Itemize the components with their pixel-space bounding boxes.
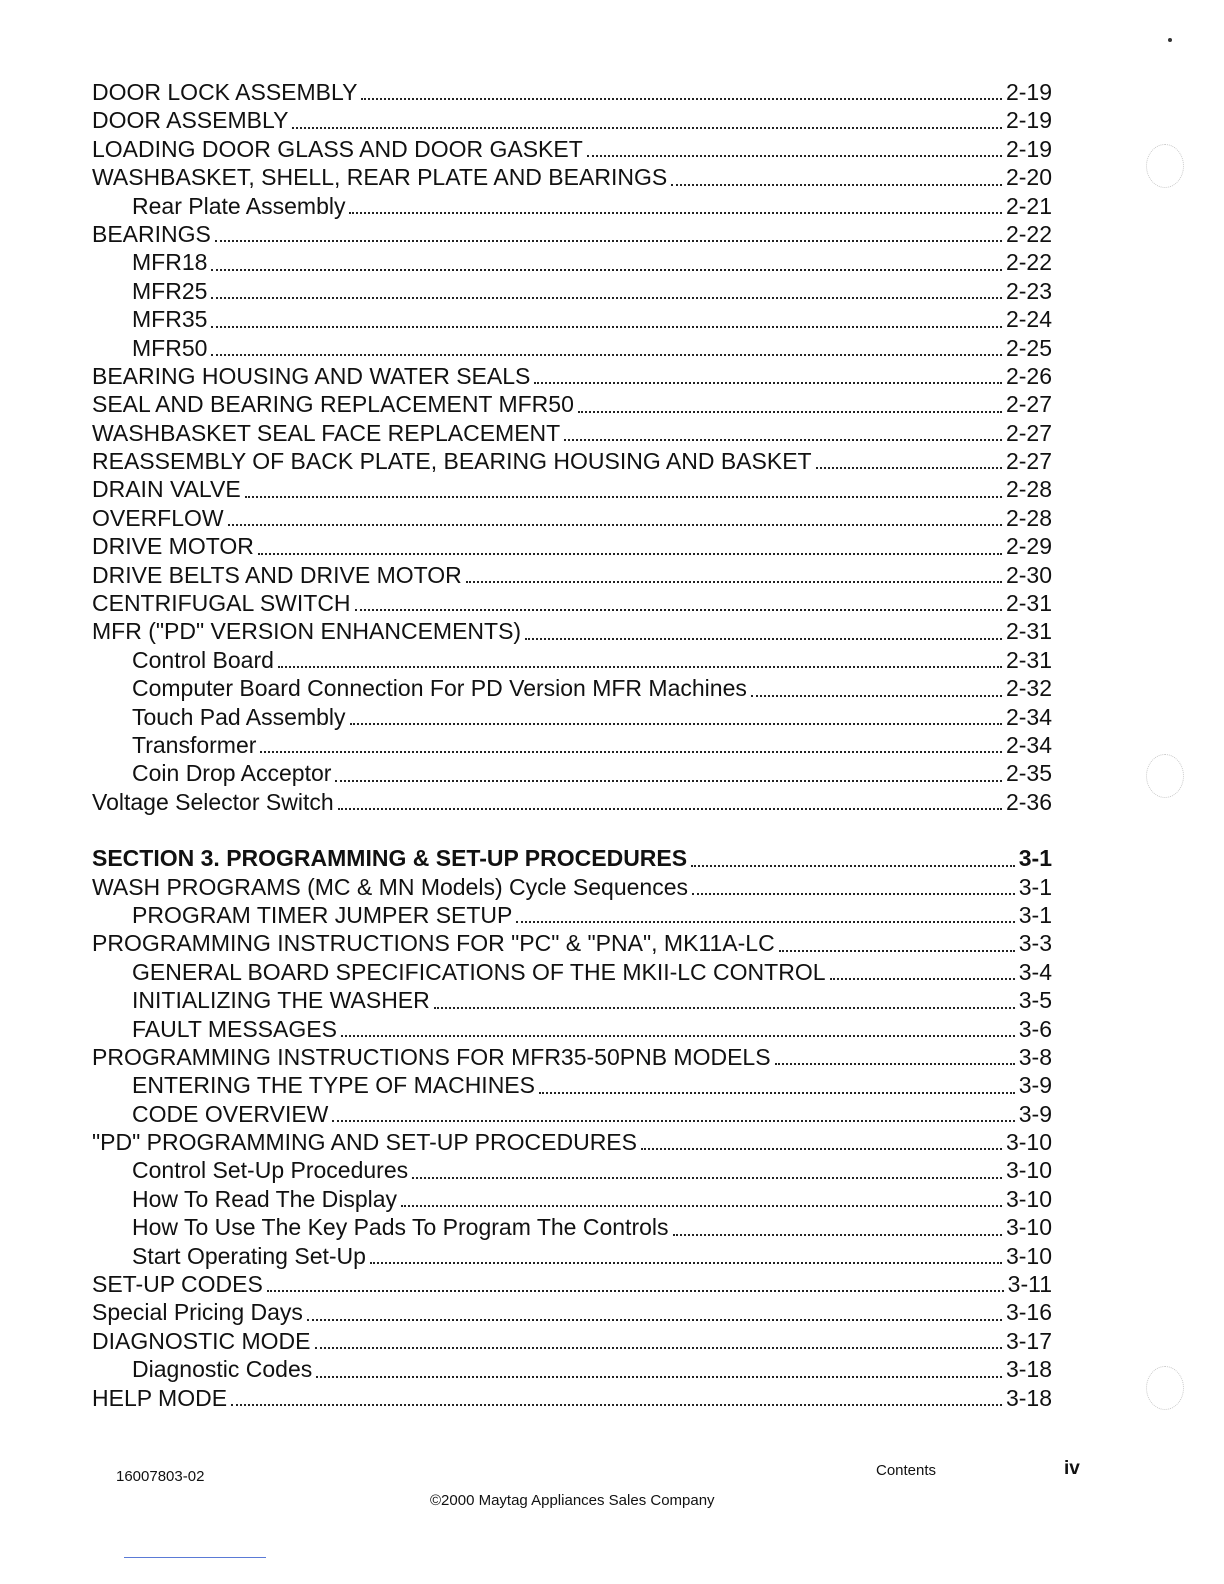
toc-entry-title: DRIVE BELTS AND DRIVE MOTOR bbox=[92, 561, 462, 588]
toc-entry-page: 2-31 bbox=[1005, 618, 1052, 645]
toc-entry-page: 2-29 bbox=[1005, 533, 1052, 560]
toc-entry-title: Start Operating Set-Up bbox=[132, 1242, 366, 1269]
toc-entry bbox=[92, 1327, 1052, 1355]
toc-entry bbox=[92, 1384, 1052, 1412]
dot-leader bbox=[215, 240, 1002, 242]
toc-entry bbox=[92, 277, 1052, 305]
dot-leader bbox=[211, 326, 1002, 328]
toc-entry-title: Coin Drop Acceptor bbox=[132, 760, 332, 787]
toc-entry bbox=[92, 504, 1052, 532]
toc-entry-page: 2-26 bbox=[1005, 362, 1052, 389]
dot-leader bbox=[578, 411, 1002, 413]
dot-leader bbox=[341, 1035, 1015, 1037]
toc-entry bbox=[92, 617, 1052, 645]
toc-entry-title: How To Read The Display bbox=[132, 1185, 398, 1212]
toc-entry bbox=[92, 901, 1052, 929]
toc-entry bbox=[92, 788, 1052, 816]
toc-entry bbox=[92, 220, 1052, 248]
dot-leader bbox=[516, 921, 1014, 923]
toc-entry-page: 3-18 bbox=[1005, 1356, 1052, 1383]
dot-leader bbox=[292, 127, 1002, 129]
toc-section-heading bbox=[92, 844, 1052, 872]
toc-entry-page: 2-27 bbox=[1005, 419, 1052, 446]
toc-entry-page: 3-9 bbox=[1018, 1072, 1052, 1099]
toc-entry bbox=[92, 78, 1052, 106]
toc-entry-title: Special Pricing Days bbox=[92, 1299, 303, 1326]
toc-entry-page: 2-24 bbox=[1005, 306, 1052, 333]
scan-artifact-line bbox=[124, 1557, 266, 1558]
punch-hole bbox=[1146, 754, 1184, 798]
toc-entry-title: HELP MODE bbox=[92, 1384, 228, 1411]
toc-entry-page: 3-10 bbox=[1005, 1214, 1052, 1241]
toc-entry-title: ENTERING THE TYPE OF MACHINES bbox=[132, 1072, 535, 1099]
toc-entry-title: REASSEMBLY OF BACK PLATE, BEARING HOUSING AND BASKET bbox=[92, 448, 812, 475]
toc-entry bbox=[92, 873, 1052, 901]
toc-entry bbox=[92, 305, 1052, 333]
toc-entry bbox=[92, 1242, 1052, 1270]
toc-entry-page: 3-9 bbox=[1018, 1100, 1052, 1127]
toc-entry bbox=[92, 986, 1052, 1014]
toc-entry-title: Voltage Selector Switch bbox=[92, 788, 334, 815]
toc-entry bbox=[92, 334, 1052, 362]
toc-entry-page: 3-18 bbox=[1005, 1384, 1052, 1411]
toc-entry-page: 3-5 bbox=[1018, 987, 1052, 1014]
toc-entry-title: PROGRAMMING INSTRUCTIONS FOR MFR35-50PNB MODELS bbox=[92, 1043, 771, 1070]
toc-entry-title: WASH PROGRAMS (MC & MN Models) Cycle Sequences bbox=[92, 873, 689, 900]
section-page: 3-1 bbox=[1018, 845, 1052, 872]
toc-section-2-list bbox=[92, 78, 1052, 816]
section-title: SECTION 3. PROGRAMMING & SET-UP PROCEDURES bbox=[92, 845, 688, 872]
punch-hole bbox=[1146, 1366, 1184, 1410]
toc-entry-title: CODE OVERVIEW bbox=[132, 1100, 329, 1127]
toc-entry-page: 2-36 bbox=[1005, 788, 1052, 815]
toc-entry bbox=[92, 106, 1052, 134]
dot-leader bbox=[211, 297, 1002, 299]
table-of-contents bbox=[92, 78, 1052, 1412]
toc-entry-page: 2-32 bbox=[1005, 675, 1052, 702]
toc-entry bbox=[92, 1298, 1052, 1326]
toc-entry bbox=[92, 475, 1052, 503]
toc-entry bbox=[92, 1100, 1052, 1128]
toc-entry bbox=[92, 561, 1052, 589]
toc-entry-page: 2-19 bbox=[1005, 79, 1052, 105]
toc-entry-title: MFR50 bbox=[132, 334, 208, 361]
toc-entry-title: WASHBASKET, SHELL, REAR PLATE AND BEARINGS bbox=[92, 164, 668, 191]
toc-entry bbox=[92, 1128, 1052, 1156]
toc-entry-title: WASHBASKET SEAL FACE REPLACEMENT bbox=[92, 419, 561, 446]
toc-entry bbox=[92, 163, 1052, 191]
toc-entry-title: MFR35 bbox=[132, 306, 208, 333]
toc-entry-page: 3-10 bbox=[1005, 1157, 1052, 1184]
toc-entry-title: CENTRIFUGAL SWITCH bbox=[92, 590, 351, 617]
toc-entry-page: 3-6 bbox=[1018, 1015, 1052, 1042]
footer-section-label: Contents bbox=[876, 1462, 937, 1479]
toc-entry bbox=[92, 1213, 1052, 1241]
toc-entry-page: 3-4 bbox=[1018, 958, 1052, 985]
toc-entry-title: MFR ("PD" VERSION ENHANCEMENTS) bbox=[92, 618, 522, 645]
toc-entry-title: Touch Pad Assembly bbox=[132, 703, 346, 730]
toc-entry-title: LOADING DOOR GLASS AND DOOR GASKET bbox=[92, 135, 583, 162]
toc-entry-page: 2-22 bbox=[1005, 249, 1052, 276]
punch-hole bbox=[1146, 144, 1184, 188]
toc-entry-page: 2-22 bbox=[1005, 220, 1052, 247]
toc-entry-page: 3-10 bbox=[1005, 1129, 1052, 1156]
toc-entry-title: How To Use The Key Pads To Program The Controls bbox=[132, 1214, 669, 1241]
toc-entry bbox=[92, 958, 1052, 986]
toc-entry-page: 2-28 bbox=[1005, 476, 1052, 503]
dot-leader bbox=[692, 893, 1015, 895]
toc-entry bbox=[92, 1043, 1052, 1071]
dot-leader bbox=[370, 1262, 1002, 1264]
toc-entry-page: 2-28 bbox=[1005, 504, 1052, 531]
toc-entry-page: 3-10 bbox=[1005, 1185, 1052, 1212]
toc-entry-title: GENERAL BOARD SPECIFICATIONS OF THE MKII-LC CONTROL bbox=[132, 958, 826, 985]
toc-entry-page: 2-30 bbox=[1005, 561, 1052, 588]
dot-leader bbox=[534, 382, 1002, 384]
dot-leader bbox=[307, 1319, 1002, 1321]
dot-leader bbox=[673, 1234, 1002, 1236]
toc-entry-page: 2-31 bbox=[1005, 590, 1052, 617]
toc-entry-title: FAULT MESSAGES bbox=[132, 1015, 337, 1042]
toc-entry-page: 3-11 bbox=[1007, 1271, 1052, 1298]
dot-leader bbox=[641, 1148, 1002, 1150]
toc-entry-title: BEARINGS bbox=[92, 220, 211, 247]
toc-entry-title: SET-UP CODES bbox=[92, 1271, 263, 1298]
dot-leader bbox=[335, 780, 1002, 782]
toc-entry-page: 2-31 bbox=[1005, 646, 1052, 673]
toc-entry-page: 3-8 bbox=[1018, 1043, 1052, 1070]
toc-entry-page: 2-34 bbox=[1005, 703, 1052, 730]
dot-leader bbox=[564, 439, 1002, 441]
toc-entry-page: 3-3 bbox=[1018, 930, 1052, 957]
toc-entry-title: SEAL AND BEARING REPLACEMENT MFR50 bbox=[92, 391, 574, 418]
toc-entry-title: MFR25 bbox=[132, 277, 208, 304]
dot-leader bbox=[355, 609, 1002, 611]
toc-entry bbox=[92, 447, 1052, 475]
dot-leader bbox=[779, 950, 1015, 952]
toc-entry bbox=[92, 646, 1052, 674]
dot-leader bbox=[401, 1205, 1002, 1207]
toc-entry bbox=[92, 1355, 1052, 1383]
toc-entry-page: 2-34 bbox=[1005, 731, 1052, 758]
toc-entry-title: Control Board bbox=[132, 646, 274, 673]
toc-entry-title: DOOR LOCK ASSEMBLY bbox=[92, 79, 358, 105]
dot-leader bbox=[258, 553, 1002, 555]
dot-leader bbox=[816, 467, 1002, 469]
toc-entry-page: 2-25 bbox=[1005, 334, 1052, 361]
dot-leader bbox=[751, 695, 1002, 697]
dot-leader bbox=[671, 184, 1002, 186]
toc-entry-title: PROGRAM TIMER JUMPER SETUP bbox=[132, 901, 513, 928]
toc-section-3-list bbox=[92, 873, 1052, 1412]
toc-entry-page: 3-16 bbox=[1005, 1299, 1052, 1326]
toc-entry bbox=[92, 759, 1052, 787]
toc-entry bbox=[92, 362, 1052, 390]
dot-leader bbox=[278, 666, 1002, 668]
toc-entry-title: Control Set-Up Procedures bbox=[132, 1157, 409, 1184]
toc-entry bbox=[92, 532, 1052, 560]
toc-entry bbox=[92, 703, 1052, 731]
toc-entry-title: OVERFLOW bbox=[92, 504, 224, 531]
dot-leader bbox=[349, 212, 1001, 214]
toc-entry-title: Computer Board Connection For PD Version MFR Machines bbox=[132, 675, 747, 702]
toc-entry-title: "PD" PROGRAMMING AND SET-UP PROCEDURES bbox=[92, 1129, 637, 1156]
toc-entry-title: DRAIN VALVE bbox=[92, 476, 241, 503]
toc-entry-page: 2-35 bbox=[1005, 760, 1052, 787]
dot-leader bbox=[231, 1404, 1002, 1406]
toc-entry-page: 2-20 bbox=[1005, 164, 1052, 191]
dot-leader bbox=[338, 808, 1002, 810]
toc-entry-title: DIAGNOSTIC MODE bbox=[92, 1327, 311, 1354]
toc-entry-title: MFR18 bbox=[132, 249, 208, 276]
dot-leader bbox=[260, 751, 1002, 753]
dot-leader bbox=[587, 155, 1002, 157]
toc-entry bbox=[92, 1270, 1052, 1298]
toc-entry bbox=[92, 929, 1052, 957]
toc-entry-page: 2-19 bbox=[1005, 135, 1052, 162]
dot-leader bbox=[332, 1120, 1014, 1122]
toc-entry-title: DOOR ASSEMBLY bbox=[92, 107, 289, 134]
toc-entry bbox=[92, 248, 1052, 276]
toc-entry bbox=[92, 1015, 1052, 1043]
toc-entry-title: Transformer bbox=[132, 731, 257, 758]
dot-leader bbox=[539, 1092, 1015, 1094]
document-number: 16007803-02 bbox=[116, 1468, 205, 1485]
dot-leader bbox=[350, 723, 1002, 725]
toc-entry bbox=[92, 1156, 1052, 1184]
dot-leader bbox=[211, 269, 1002, 271]
dot-leader bbox=[211, 354, 1002, 356]
toc-entry-page: 3-1 bbox=[1018, 873, 1052, 900]
dot-leader bbox=[466, 581, 1002, 583]
dot-leader bbox=[830, 978, 1015, 980]
toc-entry-page: 2-27 bbox=[1005, 391, 1052, 418]
toc-entry bbox=[92, 135, 1052, 163]
toc-entry bbox=[92, 589, 1052, 617]
toc-entry-title: Diagnostic Codes bbox=[132, 1356, 313, 1383]
dot-leader bbox=[775, 1063, 1015, 1065]
toc-entry-title: Rear Plate Assembly bbox=[132, 192, 346, 219]
dot-leader bbox=[245, 496, 1002, 498]
toc-entry-page: 2-19 bbox=[1005, 107, 1052, 134]
dot-leader bbox=[316, 1376, 1002, 1378]
page-number: iv bbox=[1064, 1458, 1080, 1479]
toc-entry-page: 3-1 bbox=[1018, 901, 1052, 928]
copyright-line: ©2000 Maytag Appliances Sales Company bbox=[430, 1492, 715, 1509]
toc-entry-page: 2-23 bbox=[1005, 277, 1052, 304]
dot-leader bbox=[412, 1177, 1002, 1179]
toc-entry-title: INITIALIZING THE WASHER bbox=[132, 987, 430, 1014]
toc-entry-title: PROGRAMMING INSTRUCTIONS FOR "PC" & "PNA", MK11A-LC bbox=[92, 930, 775, 957]
toc-entry-title: DRIVE MOTOR bbox=[92, 533, 254, 560]
toc-entry-title: BEARING HOUSING AND WATER SEALS bbox=[92, 362, 531, 389]
toc-entry bbox=[92, 674, 1052, 702]
dot-leader bbox=[434, 1007, 1015, 1009]
dot-leader bbox=[361, 98, 1002, 100]
scan-speck bbox=[1168, 38, 1172, 42]
toc-entry bbox=[92, 419, 1052, 447]
dot-leader bbox=[525, 638, 1002, 640]
toc-entry-page: 2-27 bbox=[1005, 448, 1052, 475]
toc-entry bbox=[92, 1071, 1052, 1099]
dot-leader bbox=[228, 524, 1002, 526]
dot-leader bbox=[267, 1290, 1004, 1292]
toc-entry bbox=[92, 390, 1052, 418]
toc-entry bbox=[92, 192, 1052, 220]
toc-entry-page: 2-21 bbox=[1005, 192, 1052, 219]
toc-entry bbox=[92, 1185, 1052, 1213]
dot-leader bbox=[315, 1347, 1002, 1349]
toc-entry-page: 3-10 bbox=[1005, 1242, 1052, 1269]
toc-entry bbox=[92, 731, 1052, 759]
toc-entry-page: 3-17 bbox=[1005, 1327, 1052, 1354]
